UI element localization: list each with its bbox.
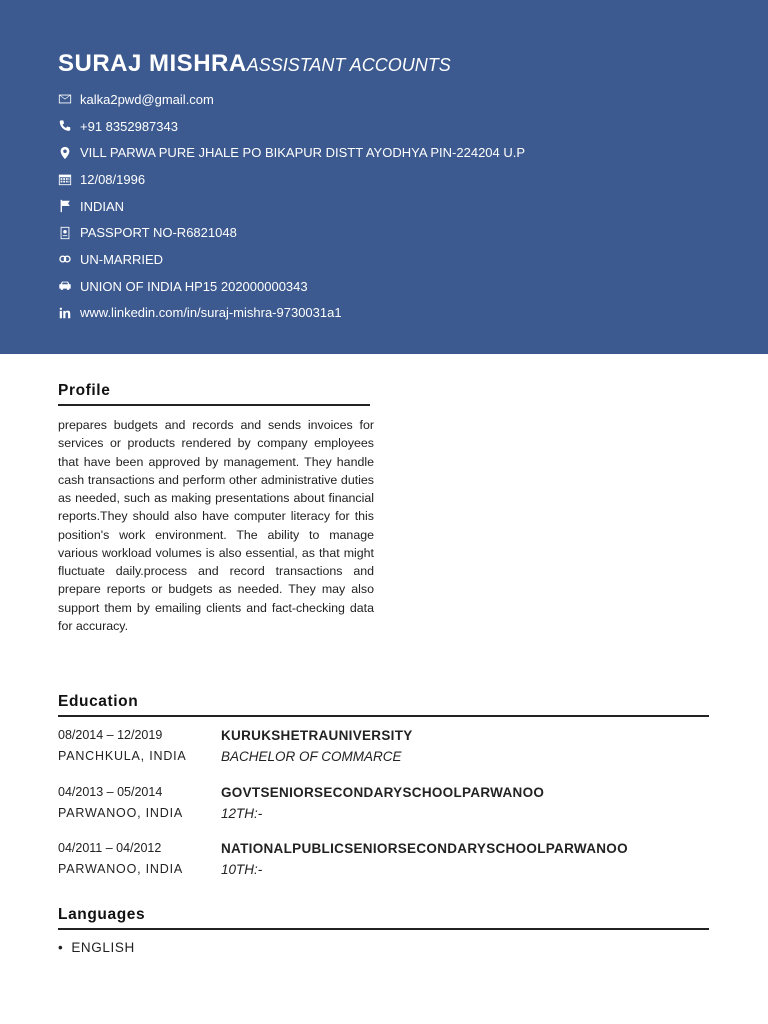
rings-icon: [58, 252, 72, 266]
email-icon: [58, 92, 72, 106]
flag-icon: [58, 199, 72, 213]
profile-heading: Profile: [58, 382, 111, 399]
profile-text: prepares budgets and records and sends invoices for services or products rendered by company employees that have been approved by management. They handle cash transactions and perform other administrative duties as needed, such as making presentations about financial reports.They should also have computer literacy for this position's work environment. The ability to manage various workload volumes is also essential, as that might fluctuate daily.process and record transactions and prepare reports or budgets as needed. They may also support them by emailing clients and fact-checking data for accuracy.: [58, 418, 374, 633]
candidate-name: SURAJ MISHRA: [58, 50, 247, 77]
name-row: [58, 50, 451, 78]
education-location: PARWANOO, INDIA: [58, 806, 183, 820]
education-school: GOVTSENIORSECONDARYSCHOOLPARWANOO: [221, 785, 545, 800]
contact-address: [58, 139, 525, 166]
contact-passport-text: PASSPORT NO-R6821048: [80, 225, 237, 241]
education-heading: Education: [58, 693, 139, 710]
contact-marital-status-text: UN-MARRIED: [80, 251, 164, 267]
contact-phone-text: +91 8352987343: [80, 118, 178, 134]
contact-marital-status: [58, 246, 525, 273]
linkedin-icon: [58, 306, 72, 320]
contact-phone: [58, 113, 525, 140]
language-item: [58, 940, 135, 955]
passport-icon: [58, 226, 72, 240]
contact-dob-text: 12/08/1996: [80, 171, 146, 187]
education-degree: 12TH:-: [221, 806, 263, 821]
car-icon: [58, 279, 72, 293]
education-dates: 04/2013 – 05/2014: [58, 785, 163, 799]
language-name: ENGLISH: [71, 940, 135, 955]
candidate-role: ASSISTANT ACCOUNTS: [246, 55, 451, 75]
education-divider: [58, 715, 709, 717]
education-dates: 04/2011 – 04/2012: [58, 841, 162, 855]
education-degree: 10TH:-: [221, 862, 263, 877]
contact-email-text[interactable]: kalka2pwd@gmail.com: [80, 91, 214, 107]
education-location: PANCHKULA, INDIA: [58, 749, 187, 763]
resume-header: [0, 0, 768, 354]
languages-heading: Languages: [58, 906, 146, 923]
calendar-icon: [58, 172, 72, 186]
contact-linkedin: [58, 300, 525, 327]
phone-icon: [58, 119, 72, 133]
contact-email: [58, 86, 525, 113]
education-dates: 08/2014 – 12/2019: [58, 728, 163, 742]
languages-divider: [58, 928, 709, 930]
contact-linkedin-text[interactable]: www.linkedin.com/in/suraj-mishra-9730031a1: [80, 305, 342, 321]
profile-divider: [58, 404, 370, 406]
contact-driving-license: [58, 273, 525, 300]
location-icon: [58, 146, 72, 160]
contact-address-text: VILL PARWA PURE JHALE PO BIKAPUR DISTT AYODHYA PIN-224204 U.P: [80, 145, 526, 161]
education-degree: BACHELOR OF COMMARCE: [221, 749, 402, 764]
education-location: PARWANOO, INDIA: [58, 862, 183, 876]
contact-nationality-text: INDIAN: [80, 198, 125, 214]
education-school: KURUKSHETRAUNIVERSITY: [221, 728, 413, 743]
contact-passport: [58, 219, 525, 246]
contact-driving-license-text: UNION OF INDIA HP15 202000000343: [80, 278, 308, 294]
contact-list: [58, 86, 525, 326]
education-school: NATIONALPUBLICSENIORSECONDARYSCHOOLPARWANOO: [221, 841, 628, 856]
contact-dob: [58, 166, 525, 193]
bullet-icon: •: [58, 940, 64, 955]
contact-nationality: [58, 193, 525, 220]
